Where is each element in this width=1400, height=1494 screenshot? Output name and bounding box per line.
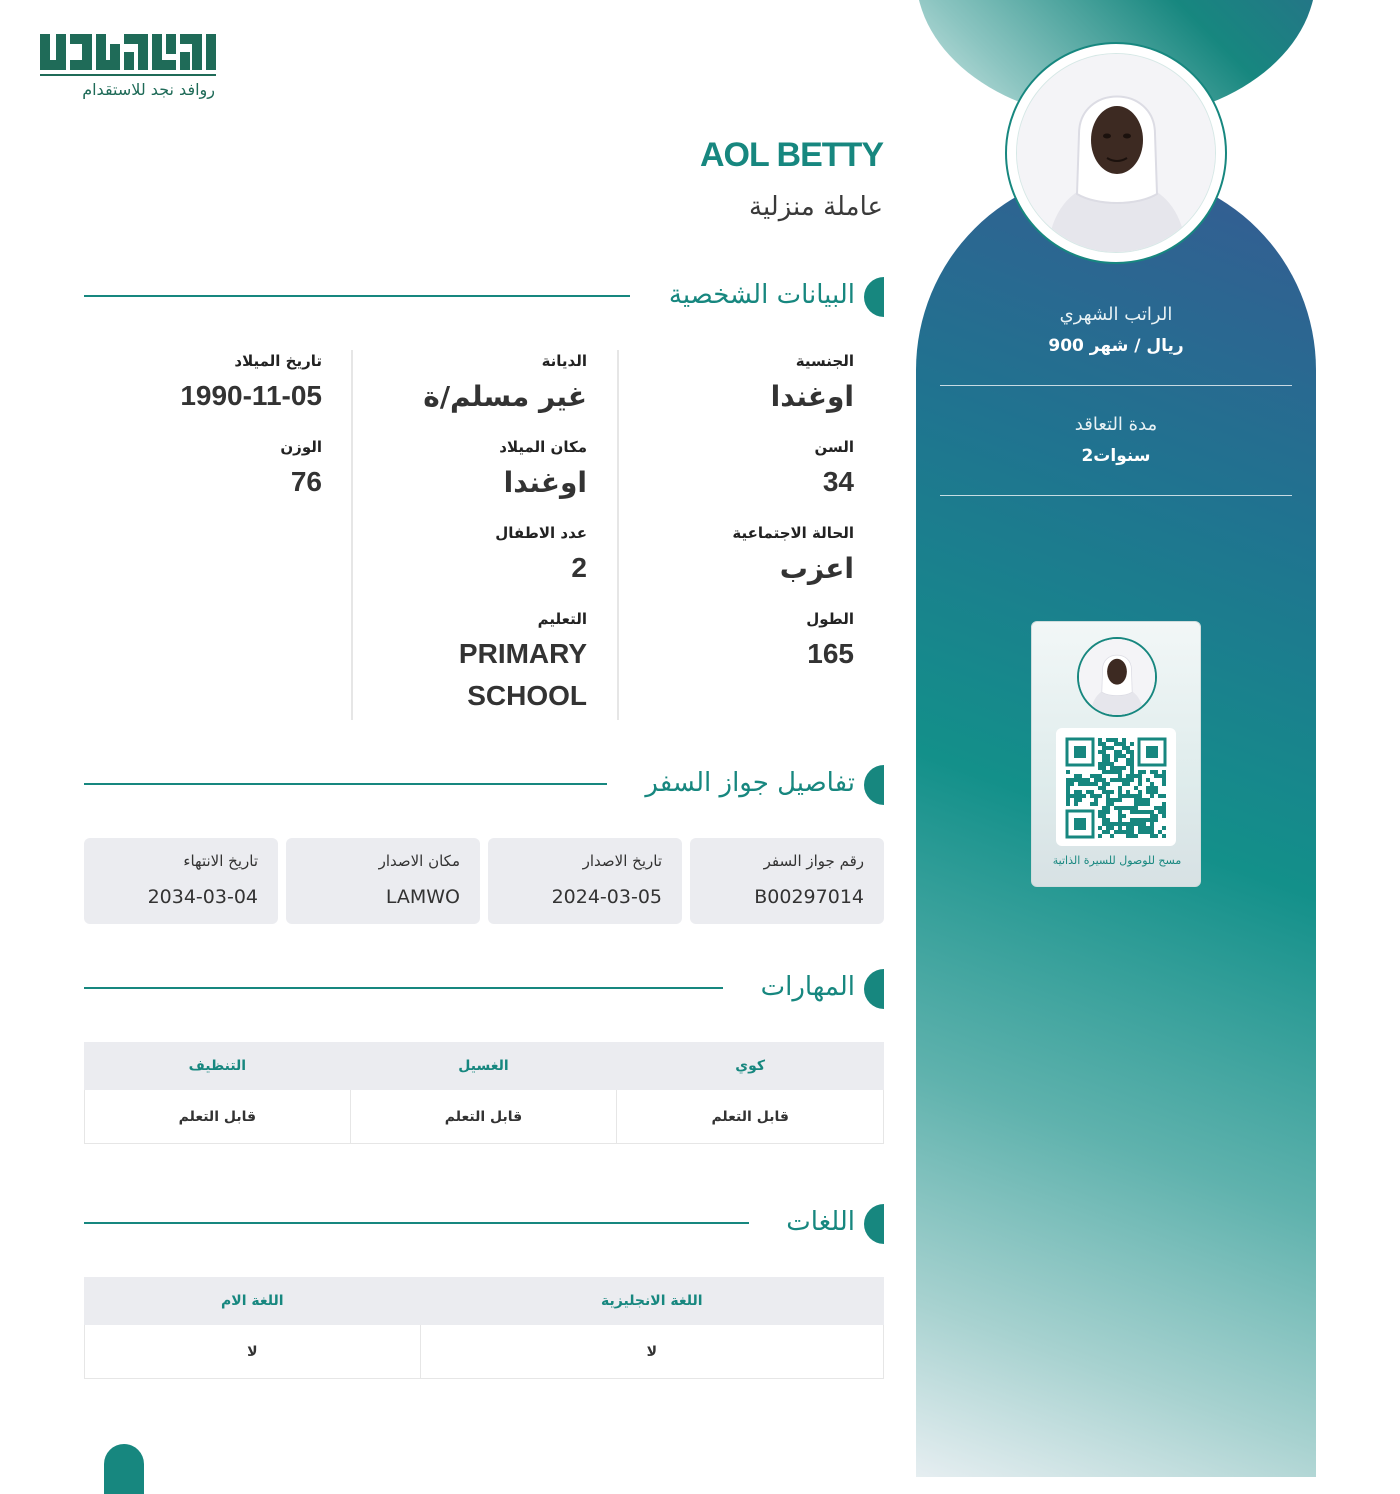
section-marker xyxy=(864,277,884,317)
height-label: الطول xyxy=(806,610,854,628)
height-value: 165 xyxy=(807,638,854,669)
issue-date-label: تاريخ الاصدار xyxy=(582,852,662,870)
nationality-value: اوغندا xyxy=(770,380,854,413)
salary-label: الراتب الشهري xyxy=(1059,304,1173,325)
birth-place-label: مكان الميلاد xyxy=(499,438,587,456)
sidebar-divider xyxy=(940,495,1292,496)
table-header-row xyxy=(85,1043,884,1090)
person-icon xyxy=(1017,54,1216,253)
section-title-personal: البيانات الشخصية xyxy=(668,280,855,310)
table-header: اللغة الام xyxy=(85,1278,421,1325)
section-marker xyxy=(864,765,884,805)
section-divider xyxy=(84,295,630,297)
birth-date-value: 1990-11-05 xyxy=(180,380,322,411)
table-header: التنظيف xyxy=(85,1043,351,1090)
contract-value: 2سنوات xyxy=(1081,446,1151,466)
weight-label: الوزن xyxy=(280,438,322,456)
table-header-row xyxy=(85,1278,884,1325)
religion-label: الديانة xyxy=(541,352,587,370)
marital-status-value: اعزب xyxy=(779,552,854,585)
contract-label: مدة التعاقد xyxy=(1074,414,1158,435)
section-marker xyxy=(864,969,884,1009)
religion-value: غير مسلم/ة xyxy=(423,380,587,413)
education-value-line2: SCHOOL xyxy=(467,680,587,711)
section-marker xyxy=(864,1204,884,1244)
table-cell: قابل التعلم xyxy=(617,1090,884,1144)
languages-table xyxy=(84,1277,884,1379)
table-header: اللغة الانجليزية xyxy=(420,1278,883,1325)
decorative-pill xyxy=(104,1444,144,1494)
issue-place-label: مكان الاصدار xyxy=(378,852,460,870)
qr-card[interactable] xyxy=(1031,621,1201,887)
marital-status-label: الحالة الاجتماعية xyxy=(732,524,854,542)
education-label: التعليم xyxy=(537,610,587,628)
issue-place-value: LAMWO xyxy=(385,886,460,908)
passport-number-value: B00297014 xyxy=(754,886,864,908)
issue-place-card xyxy=(286,838,480,924)
column-divider xyxy=(617,350,619,720)
issue-date-card xyxy=(488,838,682,924)
qr-code-icon xyxy=(1056,728,1176,846)
expiry-date-value: 2034-03-04 xyxy=(147,886,258,908)
section-divider xyxy=(84,987,723,989)
section-title-passport: تفاصيل جواز السفر xyxy=(645,768,855,798)
column-divider xyxy=(351,350,353,720)
sidebar xyxy=(916,0,1316,1477)
company-logo xyxy=(40,30,218,106)
qr-caption: مسح للوصول للسيرة الذاتية xyxy=(1052,854,1182,867)
sidebar-divider xyxy=(940,385,1292,386)
birth-date-label: تاريخ الميلاد xyxy=(234,352,322,370)
age-label: السن xyxy=(814,438,854,456)
person-icon xyxy=(1079,639,1155,715)
issue-date-value: 2024-03-05 xyxy=(551,886,662,908)
logo-mark xyxy=(40,30,218,78)
table-cell: قابل التعلم xyxy=(350,1090,617,1144)
table-cell: لا xyxy=(420,1325,883,1379)
education-value-line1: PRIMARY xyxy=(458,638,587,669)
expiry-date-card xyxy=(84,838,278,924)
table-header: الغسيل xyxy=(350,1043,617,1090)
qr-code[interactable] xyxy=(1056,728,1176,846)
section-divider xyxy=(84,1222,749,1224)
profile-photo-frame xyxy=(1005,42,1227,264)
weight-value: 76 xyxy=(290,466,322,497)
age-value: 34 xyxy=(822,466,854,497)
section-title-languages: اللغات xyxy=(786,1207,855,1237)
profile-photo xyxy=(1016,53,1216,253)
worker-name: AOL BETTY xyxy=(699,136,883,174)
qr-profile-photo xyxy=(1077,637,1157,717)
children-value: 2 xyxy=(571,552,587,583)
section-divider xyxy=(84,783,607,785)
birth-place-value: اوغندا xyxy=(503,466,587,499)
table-header: كوي xyxy=(617,1043,884,1090)
section-title-skills: المهارات xyxy=(760,972,855,1002)
table-row xyxy=(85,1325,884,1379)
table-row xyxy=(85,1090,884,1144)
logo-tagline: روافد نجد للاستقدام xyxy=(82,80,215,99)
table-cell: لا xyxy=(85,1325,421,1379)
job-title: عاملة منزلية xyxy=(749,192,883,222)
table-cell: قابل التعلم xyxy=(85,1090,351,1144)
nationality-label: الجنسية xyxy=(795,352,854,370)
passport-number-card xyxy=(690,838,884,924)
passport-number-label: رقم جواز السفر xyxy=(763,852,864,870)
skills-table xyxy=(84,1042,884,1144)
salary-value: 900 ريال / شهر xyxy=(1048,336,1184,356)
expiry-date-label: تاريخ الانتهاء xyxy=(183,852,258,870)
children-label: عدد الاطفال xyxy=(495,524,587,542)
